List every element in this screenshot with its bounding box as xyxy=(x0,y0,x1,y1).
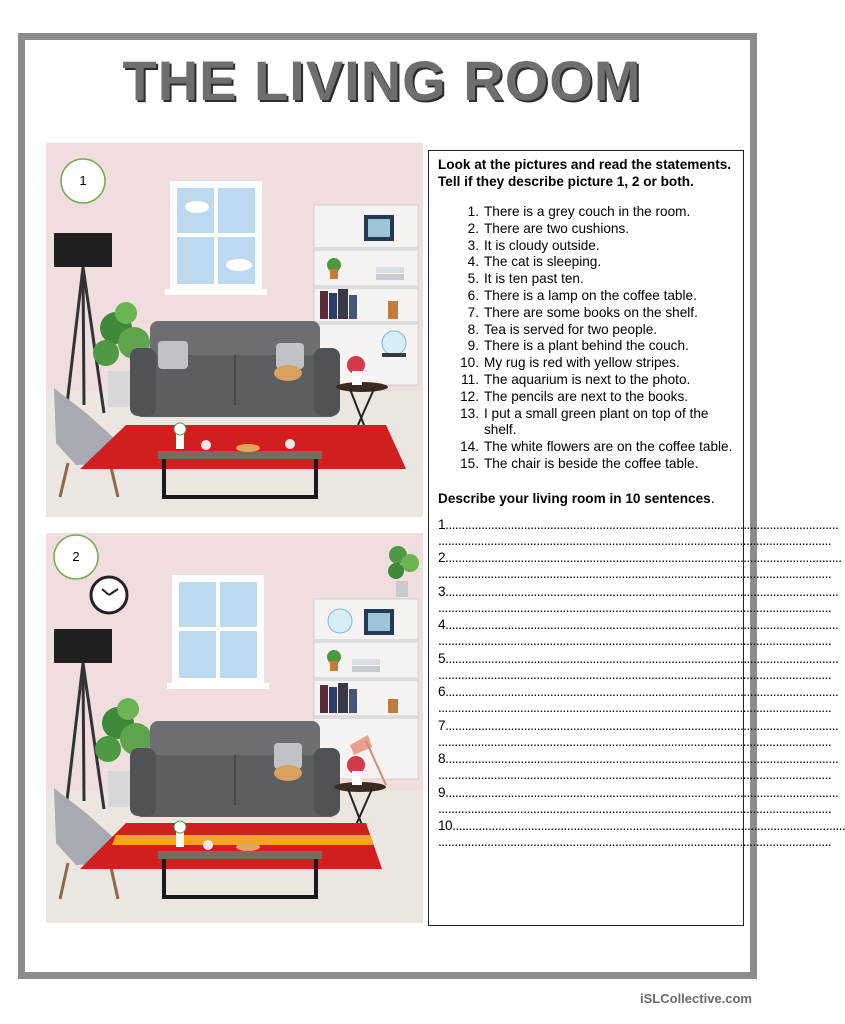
statement-item xyxy=(438,305,733,322)
writing-line[interactable] xyxy=(438,516,839,551)
exercise-box xyxy=(428,150,845,926)
statement-number: 12. xyxy=(460,388,479,404)
wall-clock-icon xyxy=(91,577,127,613)
statement-number: 4. xyxy=(467,254,479,270)
writing-line-first: 5........................................................................................................................ xyxy=(438,650,839,666)
statement-text: There is a plant behind the couch. xyxy=(484,338,689,354)
writing-line-first: 7........................................................................................................................ xyxy=(438,717,839,733)
statement-number: 10. xyxy=(460,355,479,371)
picture-number-2: 2 xyxy=(72,549,80,564)
writing-line-first: 8........................................................................................................................ xyxy=(438,751,839,767)
writing-line-second: ........................................................................................................................ xyxy=(438,599,832,615)
writing-line[interactable] xyxy=(438,818,845,852)
statement-text: My rug is red with yellow stripes. xyxy=(484,355,680,371)
window-clear xyxy=(167,575,269,689)
statement-text: There is a grey couch in the room. xyxy=(484,204,691,219)
statement-item xyxy=(438,406,733,440)
writing-line-second: ........................................................................................................................ xyxy=(438,532,832,548)
writing-line-number: 2. xyxy=(438,550,449,566)
statement-list xyxy=(438,204,733,473)
statement-item xyxy=(438,204,733,221)
writing-line-number: 9 xyxy=(438,784,446,800)
statement-text: The white flowers are on the coffee table. xyxy=(484,439,733,455)
footer-watermark: iSLCollective.com xyxy=(640,991,752,1006)
statement-item xyxy=(438,372,733,389)
writing-line-second: ........................................................................................................................ xyxy=(438,767,832,783)
statement-number: 9. xyxy=(467,338,479,354)
writing-line-first: 2......................................................................................................................... xyxy=(438,550,842,566)
statement-number: 1. xyxy=(467,204,479,219)
writing-line-number: 8 xyxy=(438,751,446,767)
statement-text: The pencils are next to the books. xyxy=(484,388,689,404)
writing-line-first: 4........................................................................................................................ xyxy=(438,617,839,633)
statement-item xyxy=(438,288,733,305)
statement-number: 2. xyxy=(467,220,479,236)
writing-line[interactable] xyxy=(438,684,839,718)
picture-1 xyxy=(46,143,423,517)
statement-number: 5. xyxy=(467,271,479,287)
statement-item xyxy=(438,338,733,355)
statement-item xyxy=(438,322,733,339)
writing-line[interactable] xyxy=(438,617,839,651)
writing-line-number: 7 xyxy=(438,717,446,733)
statement-number: 13. xyxy=(460,405,479,421)
writing-line-second: ........................................................................................................................ xyxy=(438,633,832,649)
statement-item xyxy=(438,254,733,271)
statement-text: There are some books on the shelf. xyxy=(484,304,698,320)
writing-line-number: 6 xyxy=(438,684,446,700)
writing-line-second: ........................................................................................................................ xyxy=(438,834,832,850)
statement-number: 11. xyxy=(461,371,479,387)
statement-text: The chair is beside the coffee table. xyxy=(484,455,699,471)
describe-prompt-bold: Describe your living room in 10 sentences xyxy=(438,490,711,506)
writing-line-number: 1 xyxy=(438,516,446,532)
describe-prompt xyxy=(438,490,733,507)
writing-line-first: 6........................................................................................................................ xyxy=(438,684,839,700)
statement-item xyxy=(438,221,733,238)
writing-line[interactable] xyxy=(438,550,842,584)
writing-line-second: ........................................................................................................................ xyxy=(438,800,832,816)
writing-line-first: 3........................................................................................................................ xyxy=(438,583,839,599)
writing-line[interactable] xyxy=(438,717,839,752)
statement-text: There are two cushions. xyxy=(484,220,630,236)
writing-line[interactable] xyxy=(438,583,839,618)
statement-item xyxy=(438,355,733,372)
statement-number: 3. xyxy=(467,237,479,253)
picture-number-1: 1 xyxy=(79,173,87,188)
writing-line-number: 3 xyxy=(438,583,446,599)
writing-line-number: 5 xyxy=(438,650,446,666)
statement-text: Tea is served for two people. xyxy=(484,321,658,337)
writing-line-second: ........................................................................................................................ xyxy=(438,700,832,716)
living-room-illustration-2 xyxy=(46,533,423,923)
statement-text: It is ten past ten. xyxy=(484,271,584,287)
grey-couch xyxy=(130,721,340,817)
statement-number: 15. xyxy=(460,455,479,471)
writing-line[interactable] xyxy=(438,784,839,819)
writing-line-number: 4 xyxy=(438,617,446,633)
statement-text: The cat is sleeping. xyxy=(484,254,602,270)
writing-line-second: ........................................................................................................................ xyxy=(438,666,832,682)
statement-text: I put a small green plant on top of the shelf. xyxy=(484,405,709,438)
writing-line[interactable] xyxy=(438,650,839,685)
writing-line-number: 10 xyxy=(438,818,453,834)
striped-rug xyxy=(80,823,382,869)
statement-number: 6. xyxy=(467,287,479,303)
window-cloudy xyxy=(165,181,267,295)
writing-line-second: ........................................................................................................................ xyxy=(438,733,832,749)
picture-2 xyxy=(46,533,423,923)
statement-item xyxy=(438,439,733,456)
statement-text: The aquarium is next to the photo. xyxy=(484,371,691,387)
writing-line-first: 9........................................................................................................................ xyxy=(438,784,839,800)
writing-line-second: ........................................................................................................................ xyxy=(438,566,832,582)
statement-number: 8. xyxy=(467,321,479,337)
statement-text: There is a lamp on the coffee table. xyxy=(484,287,697,303)
writing-lines xyxy=(438,516,845,852)
describe-prompt-end: . xyxy=(710,490,715,506)
statement-item xyxy=(438,456,733,473)
instructions: Look at the pictures and read the statements. Tell if they describe picture 1, 2 or both. xyxy=(438,157,732,189)
writing-line-first: 10........................................................................................................................ xyxy=(438,818,845,834)
writing-line[interactable] xyxy=(438,751,839,785)
living-room-illustration-1 xyxy=(46,143,423,517)
statement-number: 7. xyxy=(467,304,479,320)
statement-number: 14. xyxy=(460,439,479,455)
statement-item xyxy=(438,271,733,288)
writing-line-first: 1........................................................................................................................ xyxy=(438,516,839,532)
page-title: THE LIVING ROOM xyxy=(122,49,642,112)
statement-text: It is cloudy outside. xyxy=(484,237,600,253)
statement-item xyxy=(438,238,733,255)
grey-couch xyxy=(130,321,340,417)
statement-item xyxy=(438,389,733,406)
